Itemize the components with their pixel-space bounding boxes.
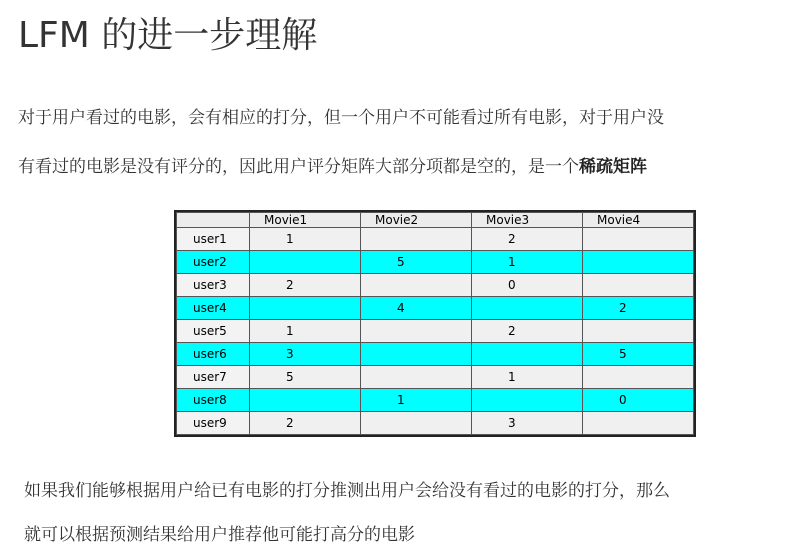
matrix-header-corner <box>177 213 250 228</box>
matrix-rating-cell: 4 <box>361 297 472 320</box>
matrix-rating-cell <box>250 389 361 412</box>
matrix-rating-cell: 3 <box>250 343 361 366</box>
matrix-header-movie3: Movie3 <box>472 213 583 228</box>
matrix-rating-cell <box>583 274 694 297</box>
matrix-rating-cell <box>250 251 361 274</box>
matrix-header-movie4: Movie4 <box>583 213 694 228</box>
matrix-rating-cell <box>472 343 583 366</box>
matrix-user-cell: user1 <box>177 228 250 251</box>
matrix-rating-cell: 2 <box>583 297 694 320</box>
matrix-row <box>177 412 694 435</box>
matrix-user-cell: user3 <box>177 274 250 297</box>
matrix-rating-cell <box>361 320 472 343</box>
matrix-rating-cell <box>361 228 472 251</box>
matrix-rating-cell: 3 <box>472 412 583 435</box>
matrix-rating-cell: 2 <box>472 320 583 343</box>
matrix-row <box>177 320 694 343</box>
matrix-rating-cell: 1 <box>472 366 583 389</box>
rating-matrix-figure <box>174 210 696 437</box>
matrix-rating-cell <box>472 389 583 412</box>
matrix-rating-cell <box>361 343 472 366</box>
matrix-row <box>177 274 694 297</box>
sparse-matrix-term: 稀疏矩阵 <box>579 157 647 177</box>
matrix-rating-cell <box>583 320 694 343</box>
matrix-rating-cell: 5 <box>583 343 694 366</box>
paragraph-recommendation: 就可以根据预测结果给用户推荐他可能打高分的电影 <box>24 525 415 545</box>
matrix-user-cell: user7 <box>177 366 250 389</box>
paragraph-sparse-matrix <box>18 155 647 179</box>
matrix-rating-cell: 0 <box>472 274 583 297</box>
matrix-header-movie2: Movie2 <box>361 213 472 228</box>
matrix-row <box>177 251 694 274</box>
matrix-header-row <box>177 213 694 228</box>
matrix-rating-cell <box>361 274 472 297</box>
matrix-rating-cell: 5 <box>250 366 361 389</box>
matrix-user-cell: user4 <box>177 297 250 320</box>
matrix-rating-cell: 2 <box>250 274 361 297</box>
paragraph-sparse-text: 有看过的电影是没有评分的，因此用户评分矩阵大部分项都是空的，是一个 <box>18 157 579 177</box>
matrix-user-cell: user8 <box>177 389 250 412</box>
matrix-rating-cell <box>361 366 472 389</box>
matrix-rating-cell: 1 <box>250 228 361 251</box>
page-title: LFM 的进一步理解 <box>18 15 318 56</box>
matrix-user-cell: user9 <box>177 412 250 435</box>
matrix-row <box>177 228 694 251</box>
matrix-rating-cell <box>472 297 583 320</box>
matrix-header-movie1: Movie1 <box>250 213 361 228</box>
matrix-row <box>177 343 694 366</box>
matrix-rating-cell: 2 <box>472 228 583 251</box>
matrix-rating-cell: 2 <box>250 412 361 435</box>
matrix-rating-cell <box>583 412 694 435</box>
matrix-rating-cell <box>583 228 694 251</box>
matrix-row <box>177 366 694 389</box>
matrix-rating-cell <box>250 297 361 320</box>
paragraph-prediction: 如果我们能够根据用户给已有电影的打分推测出用户会给没有看过的电影的打分，那么 <box>24 481 670 501</box>
matrix-user-cell: user2 <box>177 251 250 274</box>
matrix-rating-cell: 1 <box>472 251 583 274</box>
matrix-rating-cell: 5 <box>361 251 472 274</box>
rating-matrix-table <box>176 212 694 435</box>
paragraph-intro: 对于用户看过的电影，会有相应的打分，但一个用户不可能看过所有电影，对于用户没 <box>18 108 664 128</box>
matrix-rating-cell <box>583 366 694 389</box>
matrix-row <box>177 297 694 320</box>
matrix-rating-cell: 1 <box>361 389 472 412</box>
matrix-rating-cell <box>361 412 472 435</box>
matrix-user-cell: user6 <box>177 343 250 366</box>
matrix-rating-cell <box>583 251 694 274</box>
matrix-row <box>177 389 694 412</box>
matrix-rating-cell: 0 <box>583 389 694 412</box>
matrix-rating-cell: 1 <box>250 320 361 343</box>
matrix-user-cell: user5 <box>177 320 250 343</box>
